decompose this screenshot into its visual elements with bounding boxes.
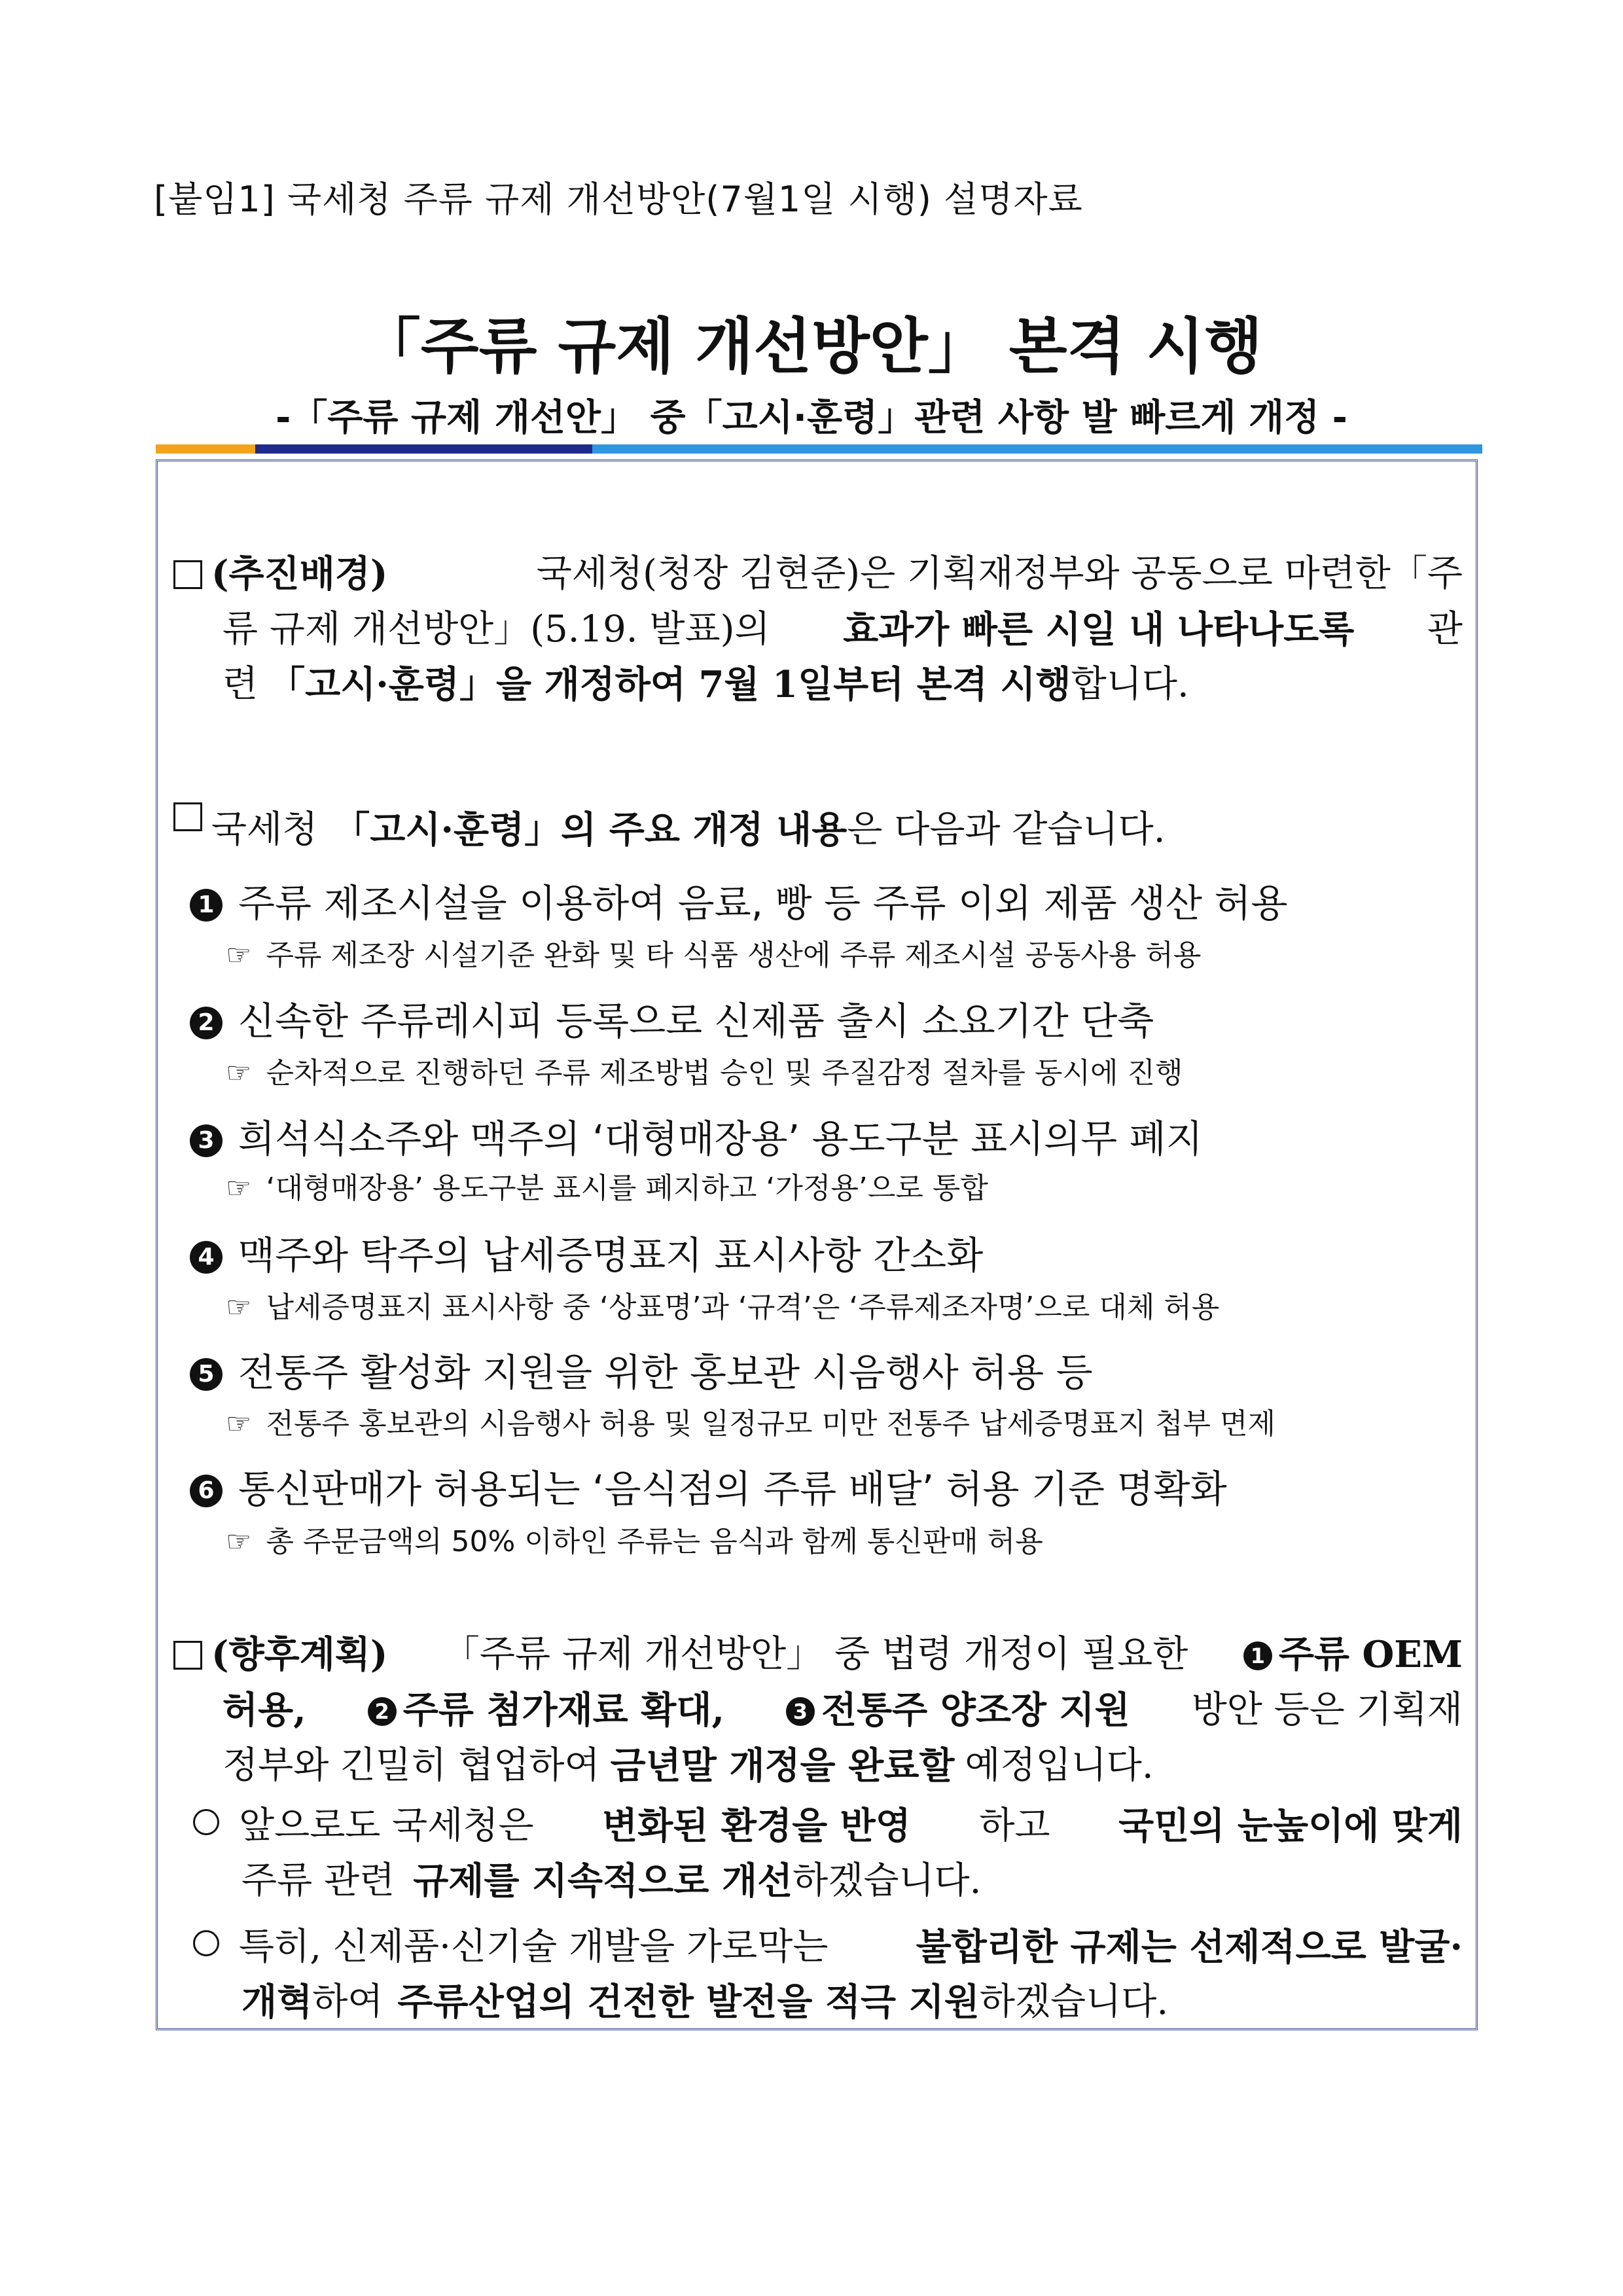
- text: 하겠습니다.: [793, 1859, 982, 1902]
- bold-text: 규제를 지속적으로 개선: [413, 1859, 793, 1903]
- page-title: 「주류 규제 개선방안」 본격 시행: [360, 312, 1263, 382]
- section-main-changes-line: [173, 802, 1463, 857]
- bold-text: 주류 첨가재료 확대,: [402, 1689, 724, 1732]
- section-future-plan-line-1: [173, 1627, 1463, 1683]
- list-item-detail: [226, 937, 1201, 974]
- text: 「주류 규제 개선방안」 중 법령 개정이 필요한: [442, 1633, 1188, 1676]
- bold-group: [786, 1683, 1130, 1738]
- pointing-hand-icon: ☞: [226, 1525, 252, 1558]
- pointing-hand-icon: ☞: [226, 1407, 252, 1441]
- section-future-plan: [173, 1627, 1463, 1793]
- number-badge-icon: 3: [786, 1697, 815, 1726]
- stripe-navy: [255, 444, 592, 454]
- section-label: (향후계획): [211, 1633, 388, 1676]
- bullet-1-line-1: [193, 1799, 1463, 1854]
- bullet-2-line-1: [193, 1920, 1463, 1975]
- list-item: [190, 998, 1154, 1044]
- pointing-hand-icon: ☞: [226, 1056, 252, 1090]
- bold-group: [1243, 1627, 1463, 1683]
- section-background-line-1: [173, 547, 1463, 602]
- bold-text: 국민의 눈높이에 맞게: [1118, 1804, 1463, 1848]
- item-text: 맥주와 탁주의 납세증명표지 표시사항 간소화: [238, 1233, 984, 1278]
- text: 하여: [312, 1981, 383, 2023]
- stripe-blue: [592, 444, 1482, 454]
- detail-text: 총 주문금액의 50% 이하인 주류는 음식과 함께 통신판매 허용: [266, 1525, 1043, 1558]
- bold-text: 주류 OEM: [1278, 1633, 1463, 1676]
- text: 정부와 긴밀히 협업하여: [223, 1744, 600, 1787]
- pointing-hand-icon: ☞: [226, 939, 252, 972]
- checkbox-square-icon: [173, 560, 202, 589]
- number-badge-icon: 2: [190, 1007, 223, 1039]
- bold-text: 「고시·훈령」을 개정하여 7월 1일부터 본격 시행: [268, 663, 1071, 706]
- text: 하고: [979, 1804, 1050, 1847]
- number-badge-icon: 2: [368, 1697, 397, 1726]
- text: 예정입니다.: [965, 1744, 1154, 1787]
- text: 관: [1427, 608, 1463, 651]
- detail-text: ‘대형매장용’ 용도구분 표시를 폐지하고 ‘가정용’으로 통합: [266, 1172, 988, 1205]
- stripe-orange: [156, 444, 255, 454]
- list-item: [190, 1466, 1227, 1512]
- bold-text: 전통주 양조장 지원: [821, 1689, 1130, 1732]
- item-text: 신속한 주류레시피 등록으로 신제품 출시 소요기간 단축: [238, 999, 1154, 1043]
- bullet-paragraph-2: [193, 1920, 1463, 2030]
- bold-text: 허용,: [223, 1689, 306, 1732]
- bold-text: 개혁: [241, 1981, 313, 2024]
- attachment-line: [붙임1] 국세청 주류 규제 개선방안(7월1일 시행) 설명자료: [154, 179, 1083, 220]
- bullet-paragraph-1: [193, 1799, 1463, 1909]
- number-badge-icon: 4: [190, 1241, 223, 1274]
- section-background: [173, 547, 1463, 712]
- text: 련: [223, 663, 259, 706]
- circle-bullet-icon: [193, 1930, 219, 1956]
- item-text: 통신판매가 허용되는 ‘음식점의 주류 배달’ 허용 기준 명확화: [238, 1467, 1227, 1511]
- bold-text: 「고시·훈령」의 주요 개정 내용: [333, 808, 847, 852]
- text: 합니다.: [1071, 663, 1189, 706]
- text: 주류 관련: [241, 1859, 395, 1902]
- circle-bullet-icon: [193, 1809, 219, 1835]
- list-item: [190, 880, 1288, 926]
- bold-text: 주류산업의 건전한 발전을 적극 지원: [397, 1981, 980, 2024]
- text: 국세청(청장 김현준)은 기획재정부와 공동으로 마련한「주: [536, 552, 1463, 595]
- line-head: [173, 547, 387, 602]
- section-background-line-2: [173, 602, 1463, 657]
- list-item: [190, 1350, 1093, 1395]
- list-item-detail: [226, 1289, 1219, 1326]
- line-head: [173, 1627, 387, 1683]
- item-text: 희석식소주와 맥주의 ‘대형매장용’ 용도구분 표시의무 폐지: [238, 1117, 1203, 1161]
- number-badge-icon: 6: [190, 1475, 223, 1507]
- number-badge-icon: 3: [190, 1124, 223, 1157]
- text: 방안 등은 기획재: [1191, 1689, 1463, 1731]
- text: 류 규제 개선방안」(5.19. 발표)의: [223, 608, 770, 651]
- bold-group: [368, 1683, 724, 1738]
- list-item-detail: [226, 1406, 1275, 1443]
- number-badge-icon: 1: [190, 889, 223, 922]
- pointing-hand-icon: ☞: [226, 1172, 252, 1205]
- section-label: (추진배경): [211, 552, 388, 596]
- section-future-plan-line-2: [173, 1683, 1463, 1738]
- bold-text: 불합리한 규제는 선제적으로 발굴·: [916, 1926, 1463, 1969]
- text: 특히, 신제품·신기술 개발을 가로막는: [239, 1926, 829, 1968]
- detail-text: 주류 제조장 시설기준 완화 및 타 식품 생산에 주류 제조시설 공동사용 허용: [266, 939, 1202, 972]
- list-item: [190, 1116, 1203, 1162]
- number-badge-icon: 1: [1243, 1641, 1272, 1670]
- text: 앞으로도 국세청은: [239, 1804, 534, 1847]
- bullet-1-line-2: [193, 1854, 1463, 1909]
- number-badge-icon: 5: [190, 1358, 223, 1391]
- section-main-changes: [173, 802, 1463, 857]
- list-item: [190, 1232, 983, 1278]
- detail-text: 순차적으로 진행하던 주류 제조방법 승인 및 주질감정 절차를 동시에 진행: [266, 1056, 1183, 1090]
- pointing-hand-icon: ☞: [226, 1291, 252, 1324]
- line-head: [193, 1920, 828, 1975]
- bullet-2-line-2: [193, 1975, 1463, 2030]
- list-item-detail: [226, 1524, 1043, 1560]
- list-item-detail: [226, 1055, 1183, 1092]
- list-item-detail: [226, 1170, 988, 1207]
- line-head: [193, 1799, 534, 1854]
- checkbox-square-icon: [173, 1641, 202, 1670]
- item-text: 주류 제조시설을 이용하여 음료, 빵 등 주류 이외 제품 생산 허용: [238, 881, 1288, 925]
- bold-text: 변화된 환경을 반영: [602, 1804, 911, 1848]
- text: 은 다음과 같습니다.: [847, 808, 1166, 851]
- checkbox-square-icon: [173, 802, 202, 831]
- item-text: 전통주 활성화 지원을 위한 홍보관 시음행사 허용 등: [238, 1350, 1093, 1395]
- text: 하겠습니다.: [979, 1981, 1169, 2023]
- text: 국세청: [211, 808, 318, 851]
- bold-text: 효과가 빠른 시일 내 나타나도록: [843, 608, 1355, 651]
- section-background-line-3: [173, 657, 1463, 712]
- detail-text: 전통주 홍보관의 시음행사 허용 및 일정규모 미만 전통주 납세증명표지 첩부 면제: [266, 1407, 1275, 1441]
- section-future-plan-line-3: [173, 1738, 1463, 1793]
- bold-text: 금년말 개정을 완료할: [610, 1744, 955, 1787]
- detail-text: 납세증명표지 표시사항 중 ‘상표명’과 ‘규격’은 ‘주류제조자명’으로 대체 허용: [266, 1291, 1220, 1324]
- page-subtitle: -「주류 규제 개선안」 중「고시·훈령」관련 사항 발 빠르게 개정 -: [276, 397, 1347, 439]
